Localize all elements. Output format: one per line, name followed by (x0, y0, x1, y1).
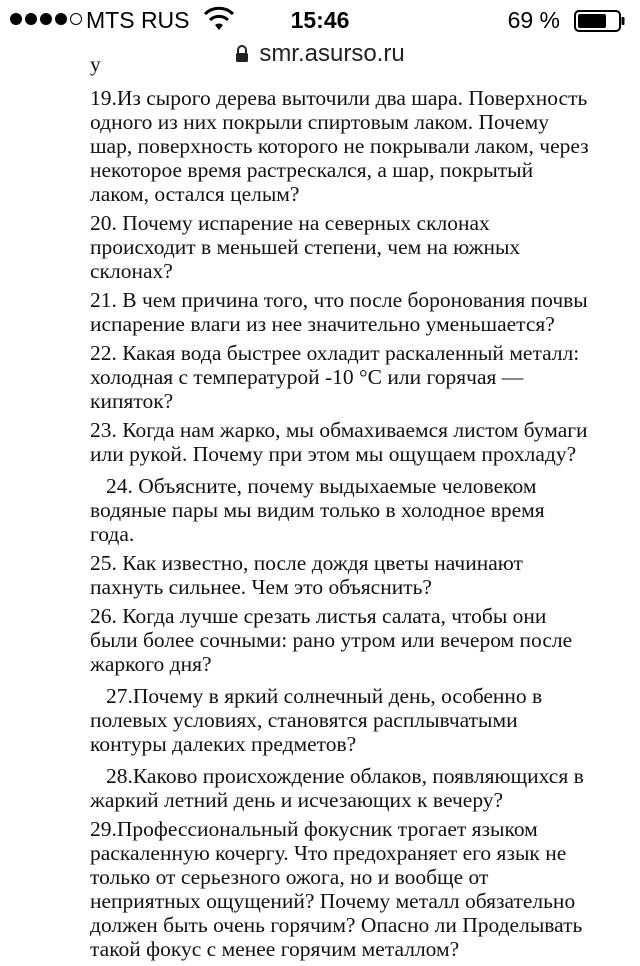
question-29: 29.Профессиональный фокусник трогает языком раскаленную кочергу. Что предохраняет его язык не только от серьезного ожога, но и вообще от неприятных ощущений? Почему металл обязательно должен быть очень горячим? Опасно ли Проделывать такой фокус с менее горячим металлом? (90, 817, 583, 961)
url-text: smr.asurso.ru (259, 40, 405, 67)
question-26: 26. Когда лучше срезать листья салата, чтобы они были более сочными: рано утром или вечером после жаркого дня? (90, 604, 573, 676)
question-24: 24. Объясните, почему выдыхаемые человеком водяные пары мы видим только в холодное время года. (90, 474, 545, 546)
question-20: 20. Почему испарение на северных склонах происходит в меньшей степени, чем на южных склонах? (90, 211, 521, 283)
battery-percent: 69 % (507, 7, 560, 33)
status-time: 15:46 (290, 7, 350, 33)
question-23: 23. Когда нам жарко, мы обмахиваемся листом бумаги или рукой. Почему при этом мы ощущаем прохладу? (90, 418, 588, 466)
question-27: 27.Почему в яркий солнечный день, особенно в полевых условиях, становятся расплывчатыми контуры далеких предметов? (90, 684, 543, 756)
question-22: 22. Какая вода быстрее охладит раскаленный металл: холодная с температурой -10 °С или горячая — кипяток? (90, 341, 580, 413)
carrier-name: MTS RUS (86, 7, 190, 33)
question-21: 21. В чем причина того, что после боронования почвы испарение влаги из нее значительно уменьшается? (90, 288, 588, 336)
question-19: 19.Из сырого дерева выточили два шара. Поверхность одного из них покрыли спиртовым лаком. Почему шар, поверхность которого не покрывали лаком, через некоторое время растрескался, а шар, покрытый лаком, остался целым? (90, 86, 589, 206)
status-bar (0, 0, 640, 40)
question-28: 28.Каково происхождение облаков, появляющихся в жаркий летний день и исчезающих к вечеру? (90, 764, 584, 812)
battery-icon (574, 10, 626, 32)
lock-icon (235, 45, 249, 63)
cut-off-text: у (90, 52, 101, 76)
question-25: 25. Как известно, после дождя цветы начинают пахнуть сильнее. Чем это объяснить? (90, 551, 523, 599)
